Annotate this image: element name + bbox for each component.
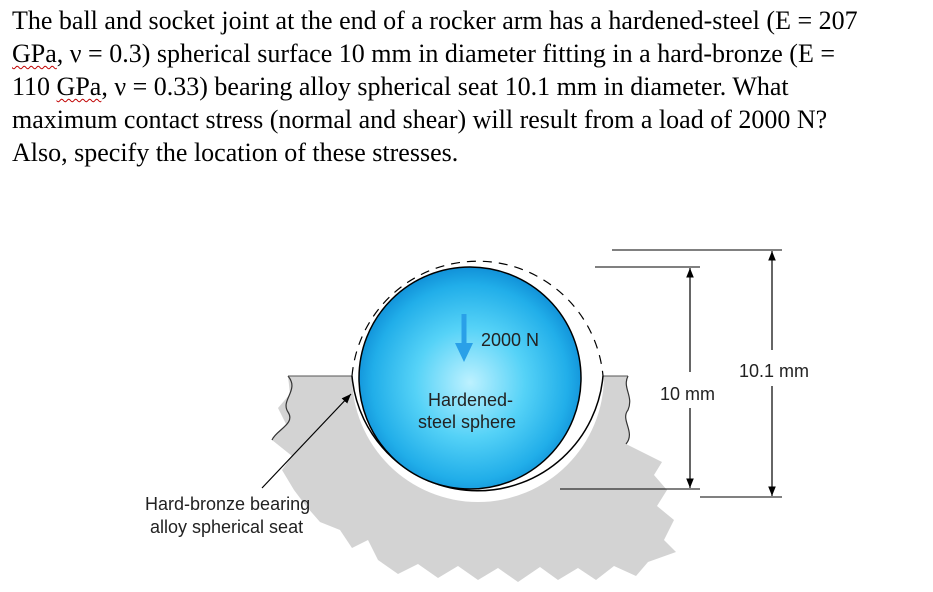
seat-label-line2: alloy spherical seat	[150, 517, 304, 537]
problem-line-1: The ball and socket joint at the end of a rocker arm has a hardened-steel (E = 207	[12, 6, 858, 35]
dim-seat-label: 10.1 mm	[739, 361, 810, 381]
spell-flag: GPa	[12, 39, 57, 68]
problem-line-5: Also, specify the location of these stresses.	[12, 138, 459, 167]
problem-line-4: maximum contact stress (normal and shear) will result from a load of 2000 N?	[12, 105, 828, 134]
sphere-label-line2: steel sphere	[418, 412, 517, 432]
problem-line-3: 110 GPa, ν = 0.33) bearing alloy spherical seat 10.1 mm in diameter. What	[12, 72, 789, 101]
problem-line-2: GPa, ν = 0.3) spherical surface 10 mm in diameter fitting in a hard-bronze (E =	[12, 39, 835, 68]
spell-flag: GPa	[56, 72, 102, 101]
dim-sphere-label: 10 mm	[660, 384, 716, 404]
load-label: 2000 N	[481, 330, 540, 350]
steel-sphere	[359, 267, 581, 489]
seat-label-line1: Hard-bronze bearing	[145, 494, 311, 514]
sphere-label-line1: Hardened-	[428, 390, 514, 410]
